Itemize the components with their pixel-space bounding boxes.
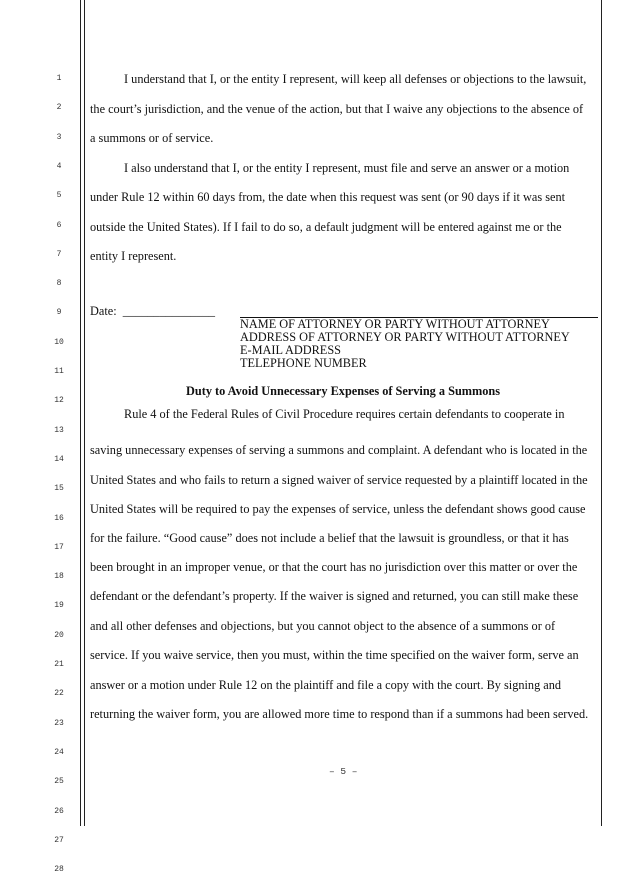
line-number: 26 (54, 806, 64, 816)
line-number: 16 (54, 513, 64, 523)
telephone-label: TELEPHONE NUMBER (240, 356, 367, 370)
duty-text-line: defendant or the defendant’s property. If the waiver is signed and returned, you can still make these (90, 589, 579, 603)
line-number: 2 (56, 103, 62, 113)
line-number: 18 (54, 572, 64, 582)
waiver-text-line: I also understand that I, or the entity I represent, must file and serve an answer or a motion (124, 161, 570, 175)
duty-text-line: for the failure. “Good cause” does not include a belief that the lawsuit is groundless, or that it has (90, 531, 569, 545)
line-number: 10 (54, 337, 64, 347)
waiver-text-line: the court’s jurisdiction, and the venue of the action, but that I waive any objections to the absence of (90, 102, 584, 116)
line-number: 23 (54, 718, 64, 728)
email-label: E-MAIL ADDRESS (240, 343, 341, 357)
duty-text-line: and all other defenses and objections, but you cannot object to the absence of a summons or of (90, 619, 556, 633)
line-number: 20 (54, 630, 64, 640)
duty-text-line: Rule 4 of the Federal Rules of Civil Procedure requires certain defendants to cooperate in (124, 407, 565, 421)
date-label-text: Date: (90, 304, 117, 318)
attorney-name-label: NAME OF ATTORNEY OR PARTY WITHOUT ATTORNEY (240, 317, 550, 331)
date-label (90, 305, 215, 318)
line-number: 15 (54, 484, 64, 494)
line-number: 21 (54, 660, 64, 669)
waiver-text-line: entity I represent. (90, 249, 177, 263)
page-number: – 5 – (329, 766, 358, 777)
duty-text-line: answer or a motion under Rule 12 on the plaintiff and file a copy with the court. By signing and (90, 678, 562, 692)
line-number: 8 (56, 279, 62, 289)
line-number: 28 (54, 865, 64, 874)
line-number: 17 (54, 542, 64, 552)
duty-text-line: been brought in an improper venue, or that the court has no jurisdiction over this matter or over the (90, 560, 578, 574)
line-number: 4 (56, 161, 62, 171)
line-number: 22 (54, 689, 64, 699)
duty-text-line: United States will be required to pay the expenses of service, unless the defendant shows good cause (90, 502, 586, 516)
line-number: 3 (56, 132, 62, 142)
date-blank: _______________ (122, 304, 216, 318)
line-number: 27 (54, 835, 64, 845)
waiver-text-line: under Rule 12 within 60 days from, the date when this request was sent (or 90 days if it was sent (90, 190, 566, 204)
line-number: 1 (56, 74, 62, 83)
line-number: 7 (56, 249, 62, 259)
duty-text-line: returning the waiver form, you are allowed more time to respond than if a summons had been served. (90, 707, 589, 721)
line-number: 25 (54, 777, 64, 787)
line-number: 14 (54, 454, 64, 464)
line-number: 19 (54, 601, 64, 611)
waiver-text-line: I understand that I, or the entity I represent, will keep all defenses or objections to the lawsuit, (124, 72, 587, 86)
duty-text-line: service. If you waive service, then you must, within the time specified on the waiver form, serve an (90, 648, 579, 662)
left-margin-rule-inner (84, 0, 85, 826)
waiver-text-line: outside the United States). If I fail to do so, a default judgment will be entered against me or the (90, 220, 562, 234)
line-number: 24 (54, 747, 64, 757)
duty-text-line: United States and who fails to return a signed waiver of service requested by a plaintiff located in the (90, 473, 588, 487)
attorney-address-label: ADDRESS OF ATTORNEY OR PARTY WITHOUT ATTORNEY (240, 330, 570, 344)
line-number: 6 (56, 220, 62, 230)
line-number: 13 (54, 425, 64, 435)
left-margin-rule (80, 0, 81, 826)
line-number: 12 (54, 396, 64, 406)
right-margin-rule (601, 0, 602, 826)
waiver-text-line: a summons or of service. (90, 131, 214, 145)
line-number: 5 (56, 191, 62, 201)
duty-text-line: saving unnecessary expenses of serving a summons and complaint. A defendant who is located in the (90, 443, 588, 457)
section-heading: Duty to Avoid Unnecessary Expenses of Serving a Summons (186, 384, 501, 398)
line-number: 11 (54, 367, 64, 376)
line-number: 9 (56, 308, 62, 318)
